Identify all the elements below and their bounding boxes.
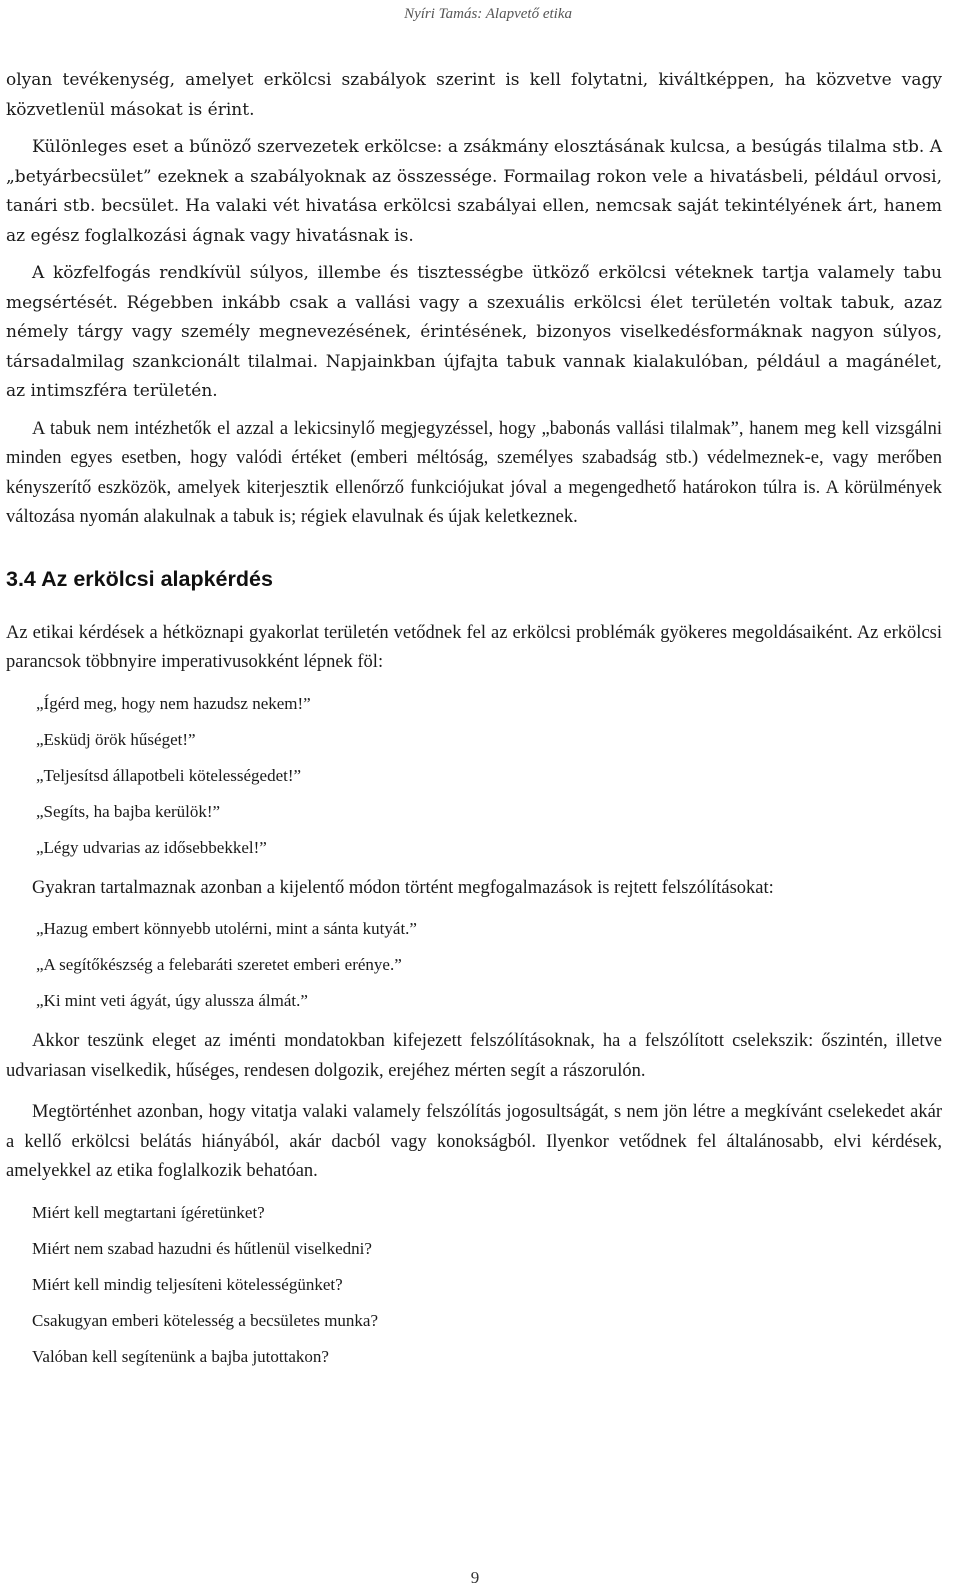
paragraph-taboo-evaluation: A tabuk nem intézhetők el azzal a lekicsinylő megjegyzéssel, hogy „babonás vallási tilalmak”, hanem meg kell vizsgálni minden egyes esetben, hogy valódi értéket (emberi méltóság, személyes szabadság stb.) védelmeznek-e, vagy merőben kényszerítő eszközök, amelyek kiterjesztik ellenőrző funkciójukat jóval a megengedhető határokon túlra is. A körülmények változása nyomán alakulnak a tabuk is; régiek elavulnak és újak keletkeznek. <box>6 418 942 527</box>
section-heading <box>6 559 942 599</box>
paragraph-taboo: A közfelfogás rendkívül súlyos, illembe és tisztességbe ütköző erkölcsi véteknek tartja valamely tabu megsértését. Régebben inkább csak a vallási vagy a szexuális erkölcsi élet területén voltak tabuk, azaz némely tárgy vagy személy megnevezésének, érintésének, bizonyos viselkedésformáknak nagyon súlyos, társadalmilag szankcionált tilalmai. Napjainkban újfajta tabuk vannak kialakulóban, például a magánélet, az intimszféra területén. <box>6 263 942 401</box>
questions-list <box>6 1195 942 1375</box>
list-item: „Ígérd meg, hogy nem hazudsz nekem!” <box>36 693 311 713</box>
paragraph-compliance: Akkor teszünk eleget az iménti mondatokban kifejezett felszólításoknak, ha a felszólított cselekszik: őszintén, illetve udvariasan viselkedik, hűséges, rendesen dolgozik, erejéhez mérten segít a rászorulón. <box>6 1031 942 1081</box>
list-item: Miért nem szabad hazudni és hűtlenül viselkedni? <box>32 1238 372 1258</box>
list-item: „A segítőkészség a felebaráti szeretet emberi erénye.” <box>36 955 402 974</box>
list-item: „Ki mint veti ágyát, úgy alussza álmát.” <box>36 991 308 1010</box>
running-header: Nyíri Tamás: Alapvető etika <box>404 6 572 22</box>
paragraph-dispute: Megtörténhet azonban, hogy vitatja valaki valamely felszólítás jogosultságát, s nem jön létre a megkívánt cselekedet akár a kellő erkölcsi belátás hiányából, akár dacból vagy konokságból. Ilyenkor vetődnek fel általánosabb, elvi kérdések, amelyekkel az etika foglalkozik behatóan. <box>6 1102 942 1181</box>
list-item: Csakugyan emberi kötelesség a becsületes munka? <box>32 1310 379 1330</box>
list-item: Miért kell mindig teljesíteni kötelességünket? <box>32 1274 343 1294</box>
section-title: Az erkölcsi alapkérdés <box>41 566 273 591</box>
imperatives-list <box>6 686 942 866</box>
section-number: 3.4 <box>6 566 36 591</box>
paragraph-indirect-intro: Gyakran tartalmaznak azonban a kijelentő módon történt megfogalmazások is rejtett felszólításokat: <box>32 877 774 898</box>
list-item: Valóban kell segítenünk a bajba jutottakon? <box>32 1346 329 1366</box>
list-item: „Hazug embert könnyebb utolérni, mint a sánta kutyát.” <box>36 919 417 938</box>
paragraph-continuation: olyan tevékenység, amelyet erkölcsi szabályok szerint is kell folytatni, kiváltképpen, ha közvetve vagy közvetlenül másokat is érint. <box>6 70 942 120</box>
body-text <box>6 66 942 1375</box>
paragraph-criminal-ethics: Különleges eset a bűnöző szervezetek erkölcse: a zsákmány elosztásának kulcsa, a besúgás tilalma stb. A „betyárbecsület” ezeknek a szabályoknak az összessége. Formailag rokon vele a hivatásbeli, például orvosi, tanári stb. becsület. Ha valaki vét hivatása erkölcsi szabályai ellen, nemcsak saját tekintélyének árt, hanem az egész foglalkozási ágnak vagy hivatásnak is. <box>6 137 942 246</box>
list-item: „Teljesítsd állapotbeli kötelességedet!” <box>36 765 302 785</box>
page-number: 9 <box>470 1568 480 1587</box>
list-item: Miért kell megtartani ígéretünket? <box>32 1202 265 1222</box>
indirect-list <box>6 911 942 1019</box>
list-item: „Légy udvarias az idősebbekkel!” <box>36 837 267 857</box>
paragraph-intro: Az etikai kérdések a hétköznapi gyakorlat területén vetődnek fel az erkölcsi problémák gyökeres megoldásaiként. Az erkölcsi parancsok többnyire imperativusokként lépnek föl: <box>6 622 942 672</box>
list-item: „Esküdj örök hűséget!” <box>36 729 196 749</box>
list-item: „Segíts, ha bajba kerülök!” <box>36 801 221 821</box>
